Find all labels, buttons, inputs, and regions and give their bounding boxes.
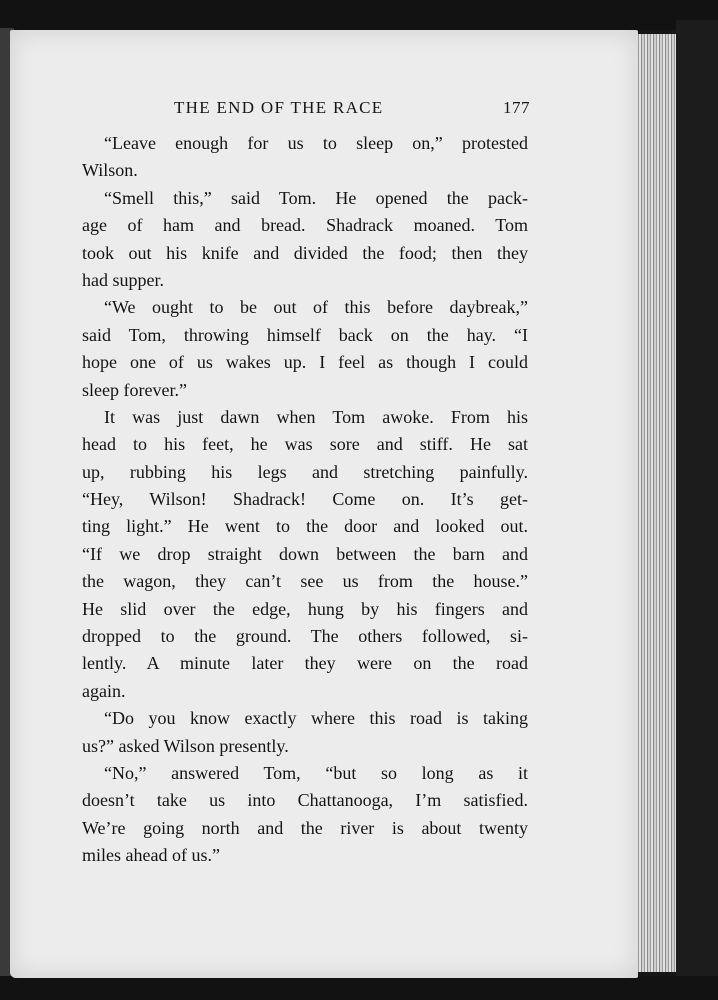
page-edges <box>636 34 676 972</box>
text-line: lently. A minute later they were on the road <box>82 653 528 674</box>
text-line: He slid over the edge, hung by his fingers and <box>82 598 528 619</box>
text-line: “We ought to be out of this before daybreak,” <box>104 297 528 318</box>
text-line: up, rubbing his legs and stretching painfully. <box>82 461 528 482</box>
text-line: “Leave enough for us to sleep on,” protested <box>104 133 528 153</box>
text-line: head to his feet, he was sore and stiff. He sat <box>82 434 528 455</box>
text-line: miles ahead of us.” <box>82 845 220 866</box>
scan-bottom-border <box>0 976 718 1000</box>
scan-top-border <box>0 0 718 30</box>
text-line: We’re going north and the river is about twenty <box>82 817 528 838</box>
text-line: us?” asked Wilson presently. <box>82 735 289 756</box>
text-line: “Hey, Wilson! Shadrack! Come on. It’s get- <box>82 489 528 510</box>
text-line: said Tom, throwing himself back on the hay. “I <box>82 324 528 345</box>
text-line: “If we drop straight down between the barn and <box>82 543 528 564</box>
text-line: the wagon, they can’t see us from the house.” <box>82 571 528 592</box>
text-line: again. <box>82 680 126 701</box>
text-line: “Do you know exactly where this road is taking <box>104 708 528 729</box>
text-line: took out his knife and divided the food; then they <box>82 242 528 263</box>
body-text <box>82 130 528 870</box>
page-header <box>82 98 530 124</box>
text-line: sleep forever.” <box>82 379 187 400</box>
text-line: had supper. <box>82 269 164 290</box>
text-line: hope one of us wakes up. I feel as though I could <box>82 352 528 373</box>
book-spine <box>676 20 718 1000</box>
text-line: ting light.” He went to the door and looked out. <box>82 516 528 537</box>
text-line: “No,” answered Tom, “but so long as it <box>104 762 528 783</box>
page-number: 177 <box>503 98 530 117</box>
running-head: THE END OF THE RACE <box>174 98 384 117</box>
text-line: doesn’t take us into Chattanooga, I’m satisfied. <box>82 790 528 811</box>
text-line: dropped to the ground. The others followed, si- <box>82 626 528 647</box>
text-line: age of ham and bread. Shadrack moaned. Tom <box>82 215 528 236</box>
text-line: Wilson. <box>82 160 138 181</box>
text-line: It was just dawn when Tom awoke. From his <box>104 406 528 427</box>
text-line: “Smell this,” said Tom. He opened the pack- <box>104 187 528 208</box>
